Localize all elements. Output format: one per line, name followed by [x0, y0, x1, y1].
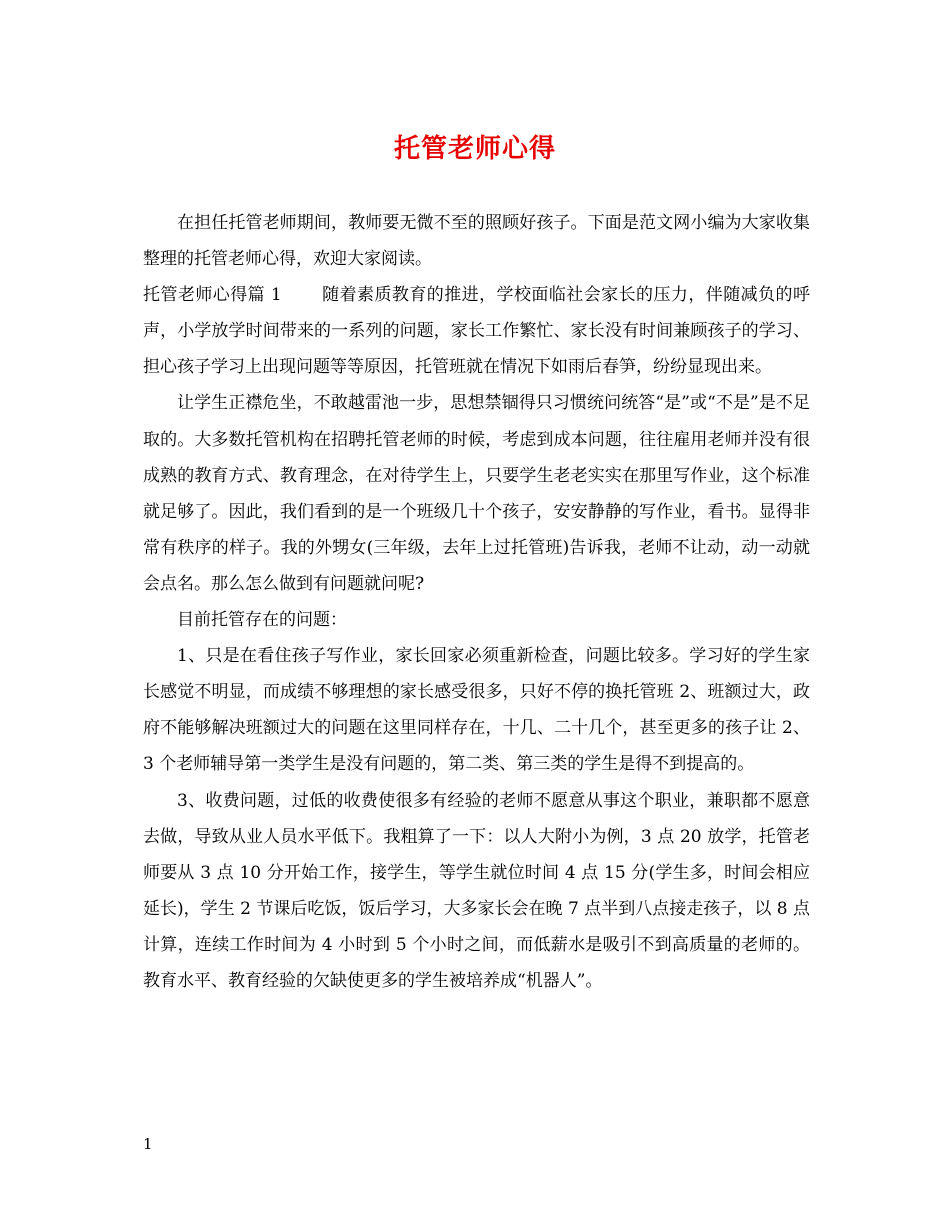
- paragraph-2: 让学生正襟危坐，不敢越雷池一步，思想禁锢得只习惯统问统答“是”或“不是”是不足取的。大多数托管机构在招聘托管老师的时候，考虑到成本问题，往往雇用老师并没有很成熟的教育方式、教育理念，在对待学生上，只要学生老老实实在那里写作业，这个标准就足够了。因此，我们看到的是一个班级几十个孩子，安安静静的写作业，看书。显得非常有秩序的样子。我的外甥女(三年级，去年上过托管班)告诉我，老师不让动，动一动就会点名。那么怎么做到有问题就问呢?: [143, 393, 810, 594]
- page-number: 1: [143, 1135, 153, 1153]
- section-1-text: 随着素质教育的推进，学校面临社会家长的压力，伴随减负的呼声，小学放学时间带来的一系列的问题，家长工作繁忙、家长没有时间兼顾孩子的学习、担心孩子学习上出现问题等等原因，托管班就在情况下如雨后春笋，纷纷显现出来。: [143, 285, 810, 378]
- section-1-heading: 托管老师心得篇 1: [143, 285, 282, 306]
- paragraph-3: 目前托管存在的问题：: [177, 610, 347, 631]
- paragraph-4: 1、只是在看住孩子写作业，家长回家必须重新检查，问题比较多。学习好的学生家长感觉不明显，而成绩不够理想的家长感受很多，只好不停的换托管班 2、班额过大，政府不能够解决班额过大的问题在这里同样存在，十几、二十几个，甚至更多的孩子让 2、3 个老师辅导第一类学生是没有问题的，第二类、第三类的学生是得不到提高的。: [143, 646, 810, 775]
- paragraph-5: 3、收费问题，过低的收费使很多有经验的老师不愿意从事这个职业，兼职都不愿意去做，导致从业人员水平低下。我粗算了一下：以人大附小为例，3 点 20 放学，托管老师要从 3 点 10 分开始工作，接学生，等学生就位时间 4 点 15 分(学生多，时间会相应延长)，学生 2 节课后吃饭，饭后学习，大多家长会在晚 7 点半到八点接走孩子，以 8 点计算，连续工作时间为 4 小时到 5 个小时之间，而低薪水是吸引不到高质量的老师的。教育水平、教育经验的欠缺使更多的学生被培养成“机器人”。: [143, 790, 810, 991]
- document-title: 托管老师心得: [393, 134, 556, 164]
- section-1-paragraph: [143, 277, 810, 385]
- intro-paragraph: 在担任托管老师期间，教师要无微不至的照顾好孩子。下面是范文网小编为大家收集整理的托管老师心得，欢迎大家阅读。: [143, 213, 810, 270]
- document-body: [143, 205, 810, 999]
